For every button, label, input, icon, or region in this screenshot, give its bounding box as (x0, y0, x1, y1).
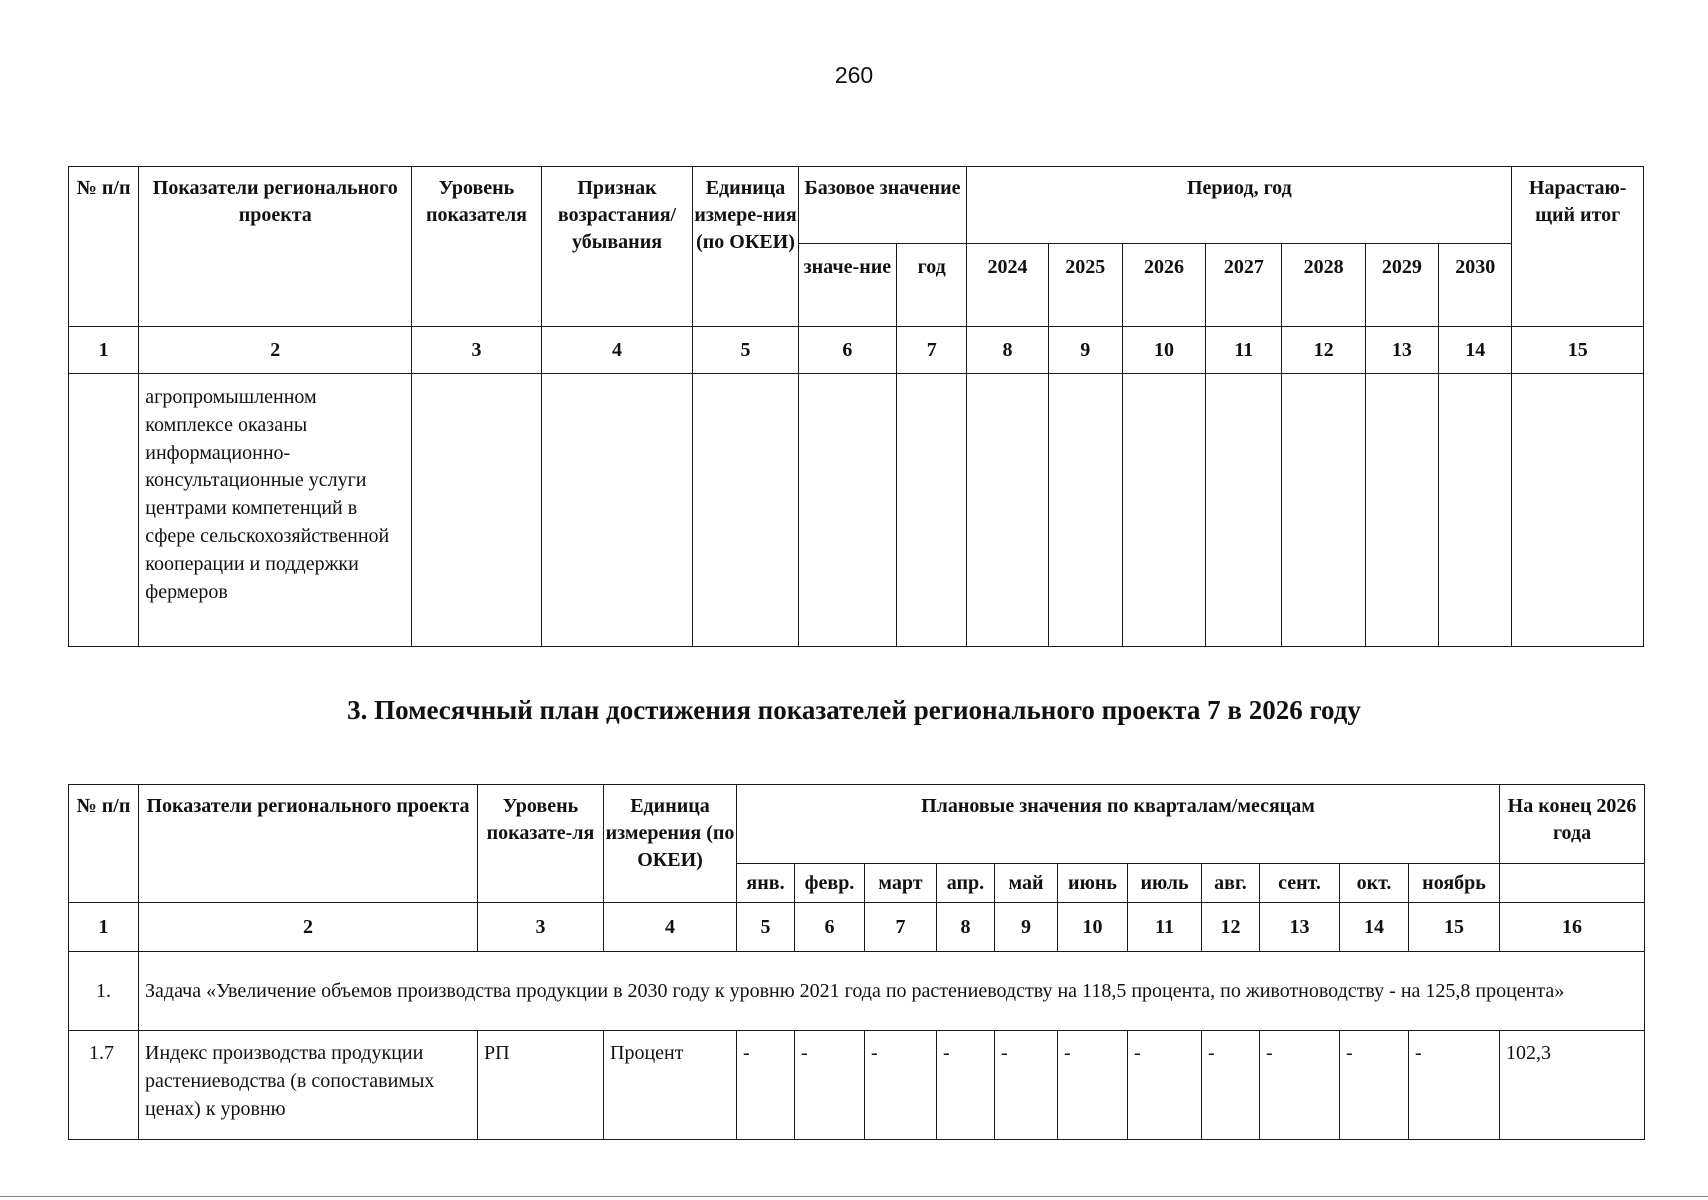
header-unit: Единица измере-ния (по ОКЕИ) (693, 167, 798, 327)
month-value: - (795, 1031, 865, 1140)
column-number: 2 (139, 327, 412, 374)
column-number-row (69, 903, 1645, 952)
cell-empty (1365, 374, 1438, 647)
column-number: 11 (1128, 903, 1202, 952)
month-value: - (1058, 1031, 1128, 1140)
column-number: 8 (967, 327, 1048, 374)
column-number: 8 (937, 903, 995, 952)
column-number: 13 (1260, 903, 1340, 952)
cell-empty (693, 374, 798, 647)
header-base-year: год (897, 244, 967, 327)
header-month: янв. (737, 864, 795, 903)
indicator-name-text: агропромышленном комплексе оказаны информационно-консультационные услуги центрами компетенций в сфере сельскохозяйственной кооперации и поддержки фермеров (145, 386, 390, 603)
header-base-value: значе-ние (798, 244, 896, 327)
bottom-rule (0, 1196, 1708, 1197)
header-trend: Признак возрастания/ убывания (541, 167, 693, 327)
indicator-number: 1.7 (69, 1031, 139, 1140)
header-level: Уровень показателя (412, 167, 541, 327)
monthly-plan-table (68, 784, 1645, 1140)
column-number: 7 (897, 327, 967, 374)
column-number: 4 (604, 903, 737, 952)
table-row (69, 374, 1644, 647)
header-base: Базовое значение (798, 167, 967, 244)
header-planned: Плановые значения по кварталам/месяцам (737, 785, 1500, 864)
column-number: 5 (693, 327, 798, 374)
header-month: сент. (1260, 864, 1340, 903)
cell-empty (1282, 374, 1365, 647)
column-number: 10 (1122, 327, 1205, 374)
indicators-table (68, 166, 1644, 647)
header-month: окт. (1340, 864, 1409, 903)
end-of-year-value: 102,3 (1500, 1031, 1645, 1140)
month-value: - (737, 1031, 795, 1140)
month-value: - (1260, 1031, 1340, 1140)
indicator-level: РП (478, 1031, 604, 1140)
column-number: 5 (737, 903, 795, 952)
column-number: 14 (1439, 327, 1512, 374)
cell-empty (541, 374, 693, 647)
column-number: 6 (798, 327, 896, 374)
header-unit: Единица измерения (по ОКЕИ) (604, 785, 737, 903)
header-year: 2028 (1282, 244, 1365, 327)
header-num: № п/п (69, 167, 139, 327)
column-number: 2 (139, 903, 478, 952)
header-month: июль (1128, 864, 1202, 903)
column-number: 14 (1340, 903, 1409, 952)
column-number: 15 (1512, 327, 1644, 374)
header-cumulative: Нарастаю-щий итог (1512, 167, 1644, 327)
header-month: авг. (1202, 864, 1260, 903)
header-month: март (865, 864, 937, 903)
indicator-name: Индекс производства продукции растениеводства (в сопоставимых ценах) к уровню (139, 1031, 478, 1140)
table-row (69, 1031, 1645, 1140)
cell-empty (897, 374, 967, 647)
cell-empty (1439, 374, 1512, 647)
month-value: - (1202, 1031, 1260, 1140)
task-number: 1. (69, 952, 139, 1031)
column-number: 6 (795, 903, 865, 952)
cell-empty (1512, 374, 1644, 647)
cell-empty (412, 374, 541, 647)
header-year: 2027 (1206, 244, 1282, 327)
indicator-unit: Процент (604, 1031, 737, 1140)
header-month: май (995, 864, 1058, 903)
column-number: 13 (1365, 327, 1438, 374)
column-number: 1 (69, 903, 139, 952)
column-number: 3 (478, 903, 604, 952)
column-number: 9 (995, 903, 1058, 952)
task-text: Задача «Увеличение объемов производства продукции в 2030 году к уровню 2021 года по растениеводству на 118,5 процента, по животноводству - на 125,8 процента» (139, 952, 1645, 1031)
column-number: 10 (1058, 903, 1128, 952)
header-month: ноябрь (1409, 864, 1500, 903)
header-year: 2026 (1122, 244, 1205, 327)
column-number: 9 (1048, 327, 1122, 374)
indicator-name-cell (139, 374, 412, 647)
header-month: февр. (795, 864, 865, 903)
header-period: Период, год (967, 167, 1512, 244)
month-value: - (937, 1031, 995, 1140)
cell-empty (69, 374, 139, 647)
header-indicators: Показатели регионального проекта (139, 167, 412, 327)
header-month: июнь (1058, 864, 1128, 903)
column-number: 12 (1202, 903, 1260, 952)
cell-empty (967, 374, 1048, 647)
section-title: 3. Помесячный план достижения показателей регионального проекта 7 в 2026 году (347, 695, 1361, 725)
column-number: 11 (1206, 327, 1282, 374)
column-number: 4 (541, 327, 693, 374)
task-row (69, 952, 1645, 1031)
column-number: 12 (1282, 327, 1365, 374)
month-value: - (1409, 1031, 1500, 1140)
cell-empty (1206, 374, 1282, 647)
header-num: № п/п (69, 785, 139, 903)
month-value: - (995, 1031, 1058, 1140)
header-year: 2029 (1365, 244, 1438, 327)
header-indicators: Показатели регионального проекта (139, 785, 478, 903)
header-month: апр. (937, 864, 995, 903)
column-number-row (69, 327, 1644, 374)
cell-empty (1122, 374, 1205, 647)
header-level: Уровень показате-ля (478, 785, 604, 903)
cell-empty (798, 374, 896, 647)
month-value: - (865, 1031, 937, 1140)
column-number: 3 (412, 327, 541, 374)
header-year: 2025 (1048, 244, 1122, 327)
month-value: - (1340, 1031, 1409, 1140)
cell-empty (1048, 374, 1122, 647)
header-end-of-year-sub (1500, 864, 1645, 903)
month-value: - (1128, 1031, 1202, 1140)
column-number: 15 (1409, 903, 1500, 952)
header-end-of-year: На конец 2026 года (1500, 785, 1645, 864)
column-number: 16 (1500, 903, 1645, 952)
column-number: 1 (69, 327, 139, 374)
column-number: 7 (865, 903, 937, 952)
page-number: 260 (834, 62, 874, 88)
header-year: 2030 (1439, 244, 1512, 327)
header-year: 2024 (967, 244, 1048, 327)
